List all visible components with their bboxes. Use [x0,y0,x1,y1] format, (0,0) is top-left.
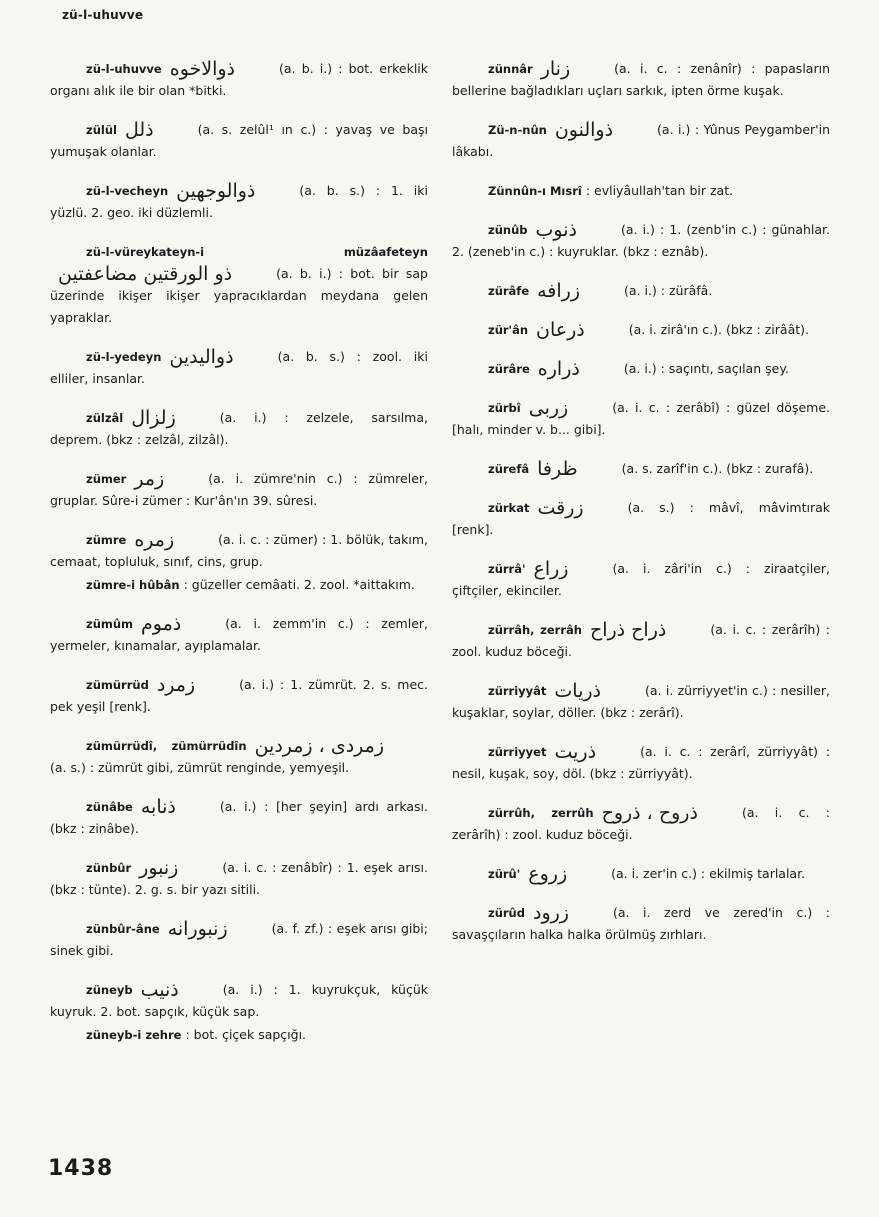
dictionary-entry [50,529,428,573]
entry-definition: : evliyâullah'tan bir zat. [585,183,734,198]
entry-arabic-script: زنبور [139,857,179,879]
entry-headword: zür'ân [488,323,529,337]
dictionary-entry [452,902,830,946]
entry-headword: zürâfe [488,284,530,298]
entry-arabic-script: ذواليدين [169,346,234,368]
entry-definition: (a. i. c. : zerârîh) : zool. kuduz böceği. [452,805,830,842]
entry-headword: zümre-i hûbân [86,578,180,592]
entry-definition: (a. i.) : 1. zümrüt. 2. s. mec. pek yeşil [renk]. [50,677,428,714]
dictionary-entry [452,680,830,724]
dictionary-entry [452,180,830,202]
dictionary-entry [50,180,428,224]
entry-definition: (a. i. zirâ'ın c.). (bkz : zirâât). [628,322,809,337]
entry-definition: (a. i. c. : zenâbîr) : 1. eşek arısı. (bkz : tünte). 2. g. s. bir yazı sitili. [50,860,428,897]
entry-definition: (a. i. c. : zenânîr) : papasların bellerine bağladıkları uçları sarkık, ipten örme kuşak. [452,61,830,98]
dictionary-entry [50,241,428,329]
entry-arabic-script: ذريت [554,741,597,763]
entry-definition: (a. i. c. : zümer) : 1. bölük, takım, cemaat, topluluk, sınıf, cins, grup. [50,532,428,569]
entry-definition: (a. i.) : zürâfâ. [624,283,713,298]
entry-definition: (a. s. zarîf'in c.). (bkz : zurafâ). [621,461,814,476]
dictionary-entry [50,674,428,718]
entry-arabic-script: زراع [533,558,569,580]
entry-arabic-script: زرافه [537,280,581,302]
entry-headword: zümûm [86,617,134,631]
entry-arabic-script: ذنابه [140,796,176,818]
entry-definition: (a. f. zf.) : eşek arısı gibi; sinek gibi. [50,921,428,958]
entry-definition: (a. i. zemm'in c.) : zemler, yermeler, kınamalar, ayıplamalar. [50,616,428,653]
entry-headword: zü-l-vecheyn [86,184,169,198]
entry-headword: zünûb [488,223,528,237]
dictionary-entry [50,735,428,779]
right-column [452,58,830,963]
entry-definition: (a. i.) : saçıntı, saçılan şey. [623,361,789,376]
entry-headword: zürrâ' [488,562,526,576]
entry-headword: zürefâ [488,462,530,476]
dictionary-entry [452,558,830,602]
dictionary-entry [452,358,830,380]
entry-headword: zünâbe [86,800,133,814]
entry-headword: zürrâh, zerrâh [488,623,582,637]
entry-arabic-script: ذراح ذراح [589,619,667,641]
entry-arabic-script: زلزال [131,407,176,429]
entry-headword: zürâre [488,362,530,376]
entry-arabic-script: ذوالنون [554,119,614,141]
entry-headword: zümer [86,472,127,486]
dictionary-entry [452,863,830,885]
entry-definition: (a. s.) : mâvî, mâvimtırak [renk]. [452,500,830,537]
entry-headword: zünnâr [488,62,533,76]
entry-definition: (a. b. i.) : bot. erkeklik organı alık ile bir olan *bitki. [50,61,428,98]
entry-headword: zülül [86,123,117,137]
entry-definition: : bot. çiçek sapçığı. [185,1027,307,1042]
entry-definition: (a. s.) : zümrüt gibi, zümrüt renginde, yemyeşil. [50,760,350,775]
entry-definition: (a. i.) : [her şeyin] ardı arkası. (bkz : zinâbe). [50,799,428,836]
entry-definition: (a. i. zümre'nin c.) : zümreler, gruplar. Sûre-i zümer : Kur'ân'ın 39. sûresi. [50,471,428,508]
dictionary-entry [50,468,428,512]
entry-definition: (a. i. zer'in c.) : ekilmiş tarlalar. [611,866,806,881]
dictionary-entry [452,280,830,302]
dictionary-entry [452,741,830,785]
entry-headword: zü-l-yedeyn [86,350,162,364]
entry-arabic-script: ظرفا [537,458,578,480]
dictionary-entry [452,319,830,341]
entry-headword: zümre [86,533,127,547]
entry-arabic-script: ذو الورقتين مضاعفتين [58,263,233,285]
entry-arabic-script: زرود [532,902,569,924]
entry-headword: zürû' [488,867,521,881]
entry-definition: (a. i. zâri'in c.) : ziraatçiler, çiftçiler, ekinciler. [452,561,830,598]
entry-arabic-script: ذرعان [536,319,585,341]
entry-headword: zü-l-uhuvve [86,62,162,76]
entry-headword: zürriyyât [488,684,547,698]
dictionary-entry [50,918,428,962]
dictionary-entry [452,397,830,441]
dictionary-entry [50,979,428,1023]
dictionary-entry [452,458,830,480]
entry-definition: (a. i. c. : zerârî, zürriyyât) : nesil, kuşak, soy, döl. (bkz : zürriyyât). [452,744,830,781]
entry-headword: zürbî [488,401,521,415]
entry-headword: zümürrüd [86,678,149,692]
entry-arabic-script: ذنوب [535,219,577,241]
entry-arabic-script: زمره [134,529,175,551]
entry-arabic-script: زمرد [156,674,196,696]
entry-definition: (a. i. c. : zerâbî) : güzel döşeme. [halı, minder v. b... gibi]. [452,400,830,437]
entry-arabic-script: ذريات [554,680,602,702]
dictionary-entry [452,219,830,263]
entry-arabic-script: ذراره [537,358,580,380]
running-head: zü-l-uhuvve [62,8,144,22]
entry-arabic-script: ذوالاخوه [169,58,236,80]
dictionary-entry [452,119,830,163]
dictionary-entry [50,857,428,901]
dictionary-entry [50,346,428,390]
page-number: 1438 [48,1156,114,1181]
entry-definition: (a. i.) : Yûnus Peygamber'in lâkabı. [452,122,830,159]
entry-arabic-script: زروع [528,863,568,885]
entry-arabic-script: زمردى ، زمردين [254,735,384,757]
entry-definition: (a. b. i.) : bot. bir sap üzerinde ikişer ikişer yapracıklardan meydana gelen yapraklar. [50,266,428,325]
dictionary-entry [452,58,830,102]
dictionary-entry [50,574,428,596]
dictionary-entry [50,119,428,163]
entry-headword: züneyb [86,983,133,997]
entry-definition: (a. i. zürriyyet'in c.) : nesiller, kuşaklar, soylar, döller. (bkz : zerârî). [452,683,830,720]
entry-headword: zürkat [488,501,530,515]
entry-headword: zülzâl [86,411,124,425]
left-column [50,58,428,1063]
entry-headword: zürûd [488,906,525,920]
entry-headword: zümürrüdî, zümürrüdîn [86,739,247,753]
entry-definition: (a. i. c. : zerârîh) : zool. kuduz böceği. [452,622,830,659]
dictionary-entry [452,497,830,541]
dictionary-entry [50,613,428,657]
entry-headword: züneyb-i zehre [86,1028,182,1042]
entry-definition: (a. b. s.) : zool. iki elliler, insanlar. [50,349,428,386]
entry-definition: (a. i.) : zelzele, sarsılma, deprem. (bkz : zelzâl, zilzâl). [50,410,428,447]
entry-headword: zü-l-vüreykateyn-i müzâafeteyn [86,245,428,259]
entry-arabic-script: زنبورانه [167,918,228,940]
dictionary-entry [50,407,428,451]
entry-definition: (a. s. zelûl¹ ın c.) : yavaş ve başı yumuşak olanlar. [50,122,428,159]
dictionary-entry [50,1024,428,1046]
entry-arabic-script: ذروح ، ذروح [601,802,698,824]
entry-definition: (a. i.) : 1. (zenb'in c.) : günahlar. 2. (zeneb'in c.) : kuyruklar. (bkz : eznâb). [452,222,830,259]
entry-arabic-script: زربى [528,397,569,419]
entry-arabic-script: ذوالوجهين [176,180,256,202]
entry-definition: : güzeller cemâati. 2. zool. *aittakım. [183,577,415,592]
entry-headword: zünbûr [86,861,132,875]
entry-headword: Zünnûn-ı Mısrî [488,184,582,198]
entry-definition: (a. i.) : 1. kuyrukçuk, küçük kuyruk. 2. bot. sapçık, küçük sap. [50,982,428,1019]
entry-arabic-script: ذنيب [140,979,179,1001]
dictionary-entry [50,796,428,840]
entry-arabic-script: ذلل [124,119,154,141]
entry-definition: (a. i. zerd ve zered'in c.) : savaşçıların halka halka örülmüş zırhları. [452,905,830,942]
entry-headword: zürrûh, zerrûh [488,806,594,820]
entry-arabic-script: زرقت [537,497,584,519]
entry-definition: (a. b. s.) : 1. iki yüzlü. 2. geo. iki düzlemli. [50,183,428,220]
dictionary-entry [452,619,830,663]
dictionary-entry [452,802,830,846]
entry-arabic-script: ذموم [141,613,182,635]
dictionary-entry [50,58,428,102]
entry-headword: Zü-n-nûn [488,123,547,137]
entry-arabic-script: زمر [134,468,165,490]
entry-headword: zürriyyet [488,745,547,759]
entry-arabic-script: زنار [540,58,571,80]
entry-headword: zünbûr-âne [86,922,160,936]
